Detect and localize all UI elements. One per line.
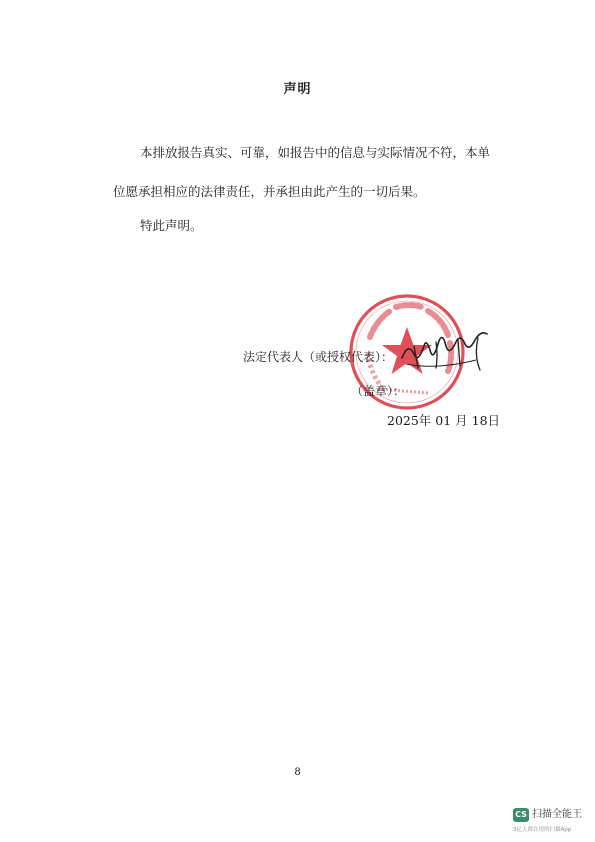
scanner-logo-icon: CS xyxy=(513,808,529,822)
signing-date: 2025年 01 月 18日 xyxy=(387,413,501,428)
closing-statement: 特此声明。 xyxy=(140,218,203,233)
handwritten-signature xyxy=(396,328,496,376)
statement-paragraph-line-1: 本排放报告真实、可靠，如报告中的信息与实际情况不符，本单 xyxy=(140,145,491,160)
scanner-watermark xyxy=(513,806,593,836)
scanner-tagline: 3亿人都在用的扫描App xyxy=(513,827,572,833)
seal-label: （盖章）： xyxy=(351,384,406,398)
page-number: 8 xyxy=(294,767,301,778)
scanner-app-name: 扫描全能王 xyxy=(532,809,582,820)
signature-label: 法定代表人（或授权代表）： xyxy=(243,350,394,364)
page-title: 声明 xyxy=(283,82,312,97)
statement-paragraph-line-2: 位愿承担相应的法律责任，并承担由此产生的一切后果。 xyxy=(113,184,426,199)
